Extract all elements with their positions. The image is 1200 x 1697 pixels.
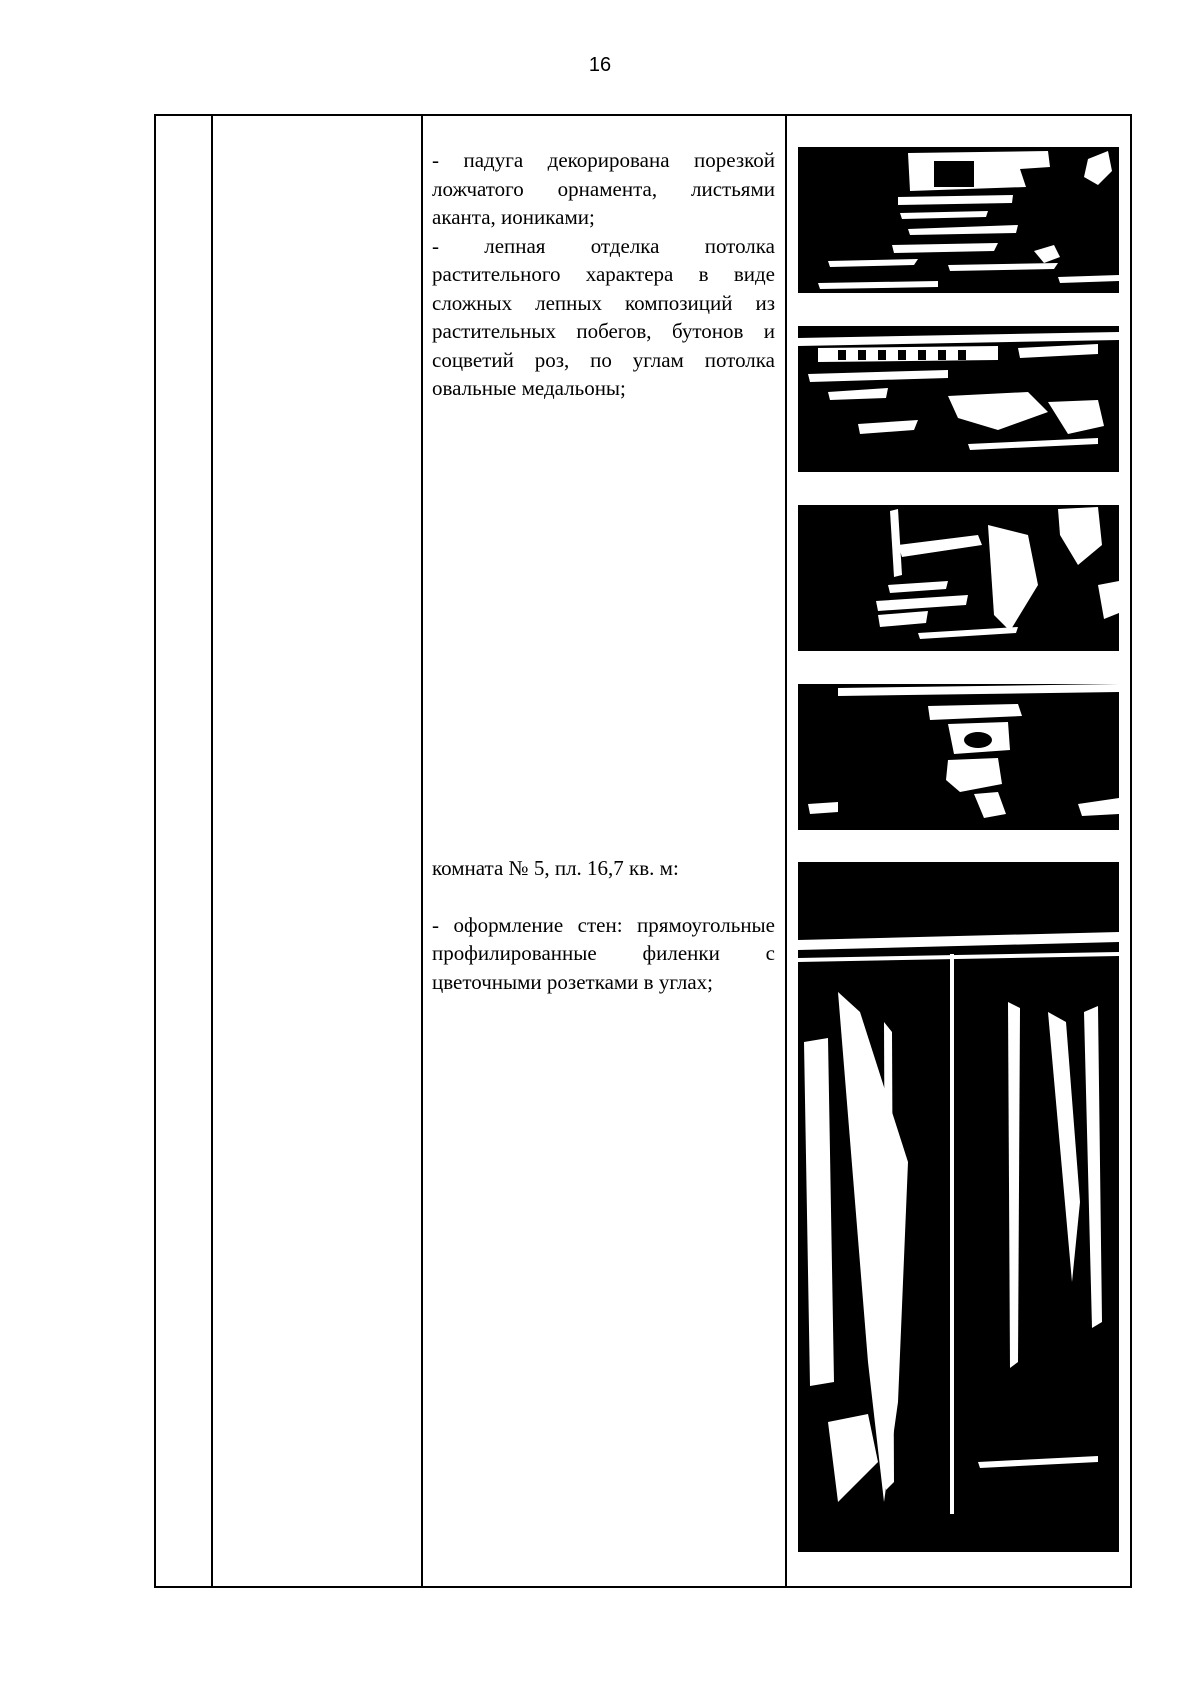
description-column <box>423 116 787 1586</box>
index-column <box>156 116 213 1586</box>
object-column <box>213 116 423 1586</box>
description-block <box>432 854 775 996</box>
description-block <box>432 146 775 403</box>
page-number: 16 <box>588 54 612 76</box>
heritage-table <box>154 114 1132 1588</box>
ceiling-corner-photo <box>798 505 1119 651</box>
description-item: - лепная отделка потолка растительного характера в виде сложных лепных композиций из растительных побегов, бутонов и соцветий роз, по углам потолка овальные медальоны; <box>432 233 775 400</box>
ceiling-cornice-photo <box>798 147 1119 293</box>
ceiling-frieze-photo <box>798 326 1119 472</box>
ceiling-medallion-photo <box>798 684 1119 830</box>
room-heading: комната № 5, пл. 16,7 кв. м: <box>432 856 679 880</box>
description-item: - оформление стен: прямоугольные профилированные филенки с цветочными розетками в углах; <box>432 912 775 994</box>
wall-panels-photo <box>798 862 1119 1552</box>
photo-column <box>787 116 1130 1586</box>
description-item: - падуга декорирована порезкой ложчатого орнамента, листьями аканта, иониками; <box>432 148 775 229</box>
